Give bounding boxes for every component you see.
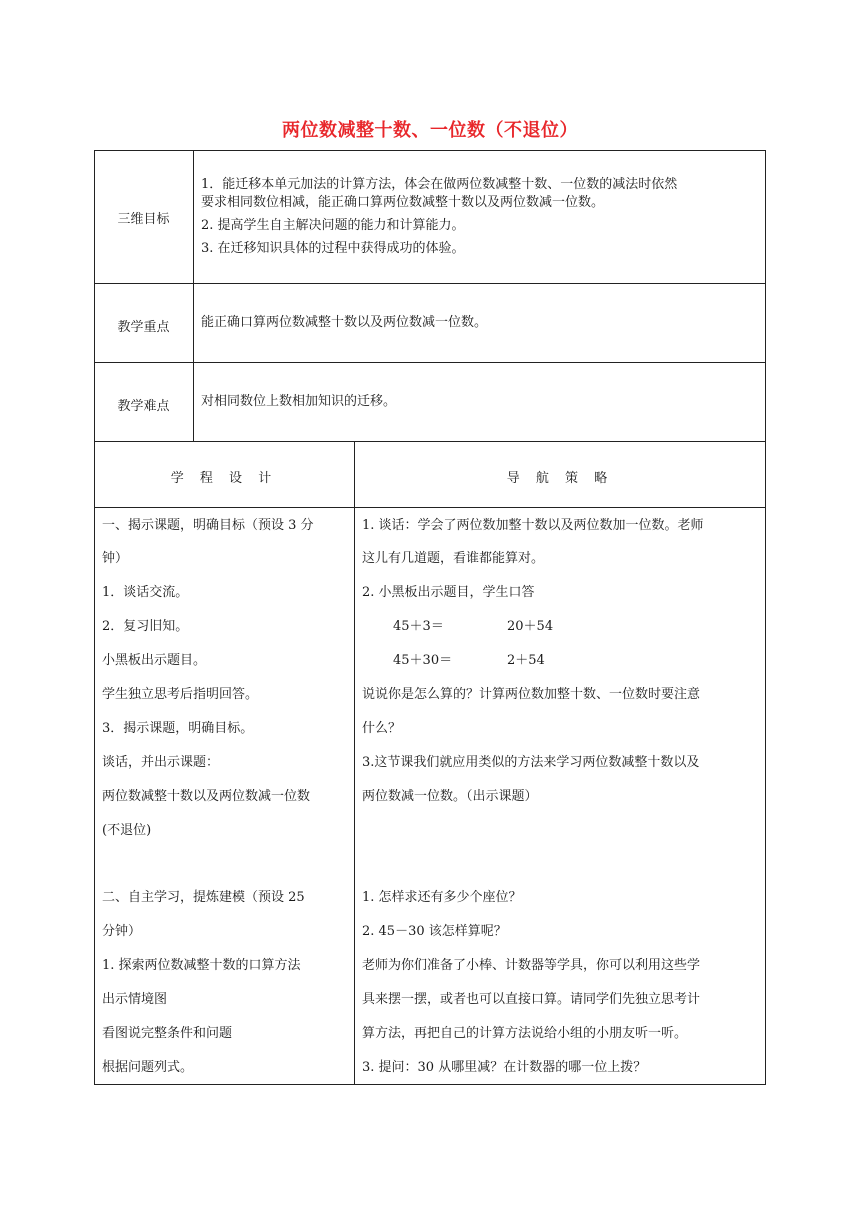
strategy-line: 2. 45－30 该怎样算呢？ <box>362 924 507 939</box>
design-line: 学生独立思考后指明回答。 <box>102 687 259 702</box>
strategy-line: 老师为你们准备了小棒、计数器等学具，你可以利用这些学 <box>362 958 701 973</box>
strategy-line: 2. 小黑板出示题目，学生口答 <box>362 585 535 600</box>
strategy-line: 1. 谈话：学会了两位数加整十数以及两位数加一位数。老师 <box>362 518 704 533</box>
design-line: 2．复习旧知。 <box>102 619 189 634</box>
row-divider <box>94 362 766 363</box>
goals-line: 要求相同数位相减，能正确口算两位数减整十数以及两位数减一位数。 <box>201 195 605 210</box>
label-column-divider <box>193 150 194 441</box>
column-header-strategy: 导 航 策 略 <box>506 471 614 486</box>
design-line: 谈话，并出示课题： <box>102 755 220 770</box>
strategy-expression: 45＋3＝ <box>393 619 444 634</box>
column-header-design: 学 程 设 计 <box>170 471 278 486</box>
design-line: 钟） <box>102 551 129 566</box>
design-line: 1. 探索两位数减整十数的口算方法 <box>102 958 301 973</box>
strategy-line: 3. 提问：30 从哪里减？在计数器的哪一位上拨？ <box>362 1060 647 1075</box>
document-title: 两位数减整十数、一位数（不退位） <box>282 120 578 141</box>
goals-line: 3. 在迁移知识具体的过程中获得成功的体验。 <box>201 241 465 256</box>
key-point-label: 教学重点 <box>117 320 170 335</box>
strategy-line: 1. 怎样求还有多少个座位？ <box>362 890 522 905</box>
design-line: 出示情境图 <box>102 992 168 1007</box>
strategy-line: 具来摆一摆，或者也可以直接口算。请同学们先独立思考计 <box>362 992 701 1007</box>
design-line: 看图说完整条件和问题 <box>102 1026 233 1041</box>
design-line: 分钟） <box>102 924 142 939</box>
design-line: 两位数减整十数以及两位数减一位数 <box>102 789 311 804</box>
strategy-line: 3.这节课我们就应用类似的方法来学习两位数减整十数以及 <box>362 755 700 770</box>
goals-line: 2. 提高学生自主解决问题的能力和计算能力。 <box>201 218 465 233</box>
design-line: 二、自主学习，提炼建模（预设 25 <box>102 890 305 905</box>
strategy-line: 这儿有几道题，看谁都能算对。 <box>362 551 545 566</box>
strategy-expression: 2＋54 <box>507 653 545 668</box>
design-line: 1．谈话交流。 <box>102 585 189 600</box>
strategy-expression: 45＋30＝ <box>393 653 453 668</box>
row-divider <box>94 441 766 442</box>
row-divider <box>94 283 766 284</box>
design-line: 3．揭示课题，明确目标。 <box>102 721 254 736</box>
content-column-divider <box>354 441 355 1085</box>
strategy-line: 两位数减一位数。（出示课题） <box>362 789 538 804</box>
difficulty-text: 对相同数位上数相加知识的迁移。 <box>201 394 397 409</box>
design-line: 小黑板出示题目。 <box>102 653 207 668</box>
key-point-text: 能正确口算两位数减整十数以及两位数减一位数。 <box>201 315 488 330</box>
strategy-expression: 20＋54 <box>507 619 554 634</box>
design-line: 一、揭示课题，明确目标（预设 3 分 <box>102 518 314 533</box>
goals-line: 1．能迁移本单元加法的计算方法，体会在做两位数减整十数、一位数的减法时依然 <box>201 177 678 192</box>
goals-label: 三维目标 <box>117 212 170 227</box>
strategy-line: 说说你是怎么算的？计算两位数加整十数、一位数时要注意 <box>362 687 701 702</box>
row-divider <box>94 507 766 508</box>
design-line: (不退位) <box>102 823 152 838</box>
strategy-line: 算方法，再把自己的计算方法说给小组的小朋友听一听。 <box>362 1026 688 1041</box>
strategy-line: 什么？ <box>362 721 402 736</box>
difficulty-label: 教学难点 <box>117 399 170 414</box>
design-line: 根据问题列式。 <box>102 1060 194 1075</box>
